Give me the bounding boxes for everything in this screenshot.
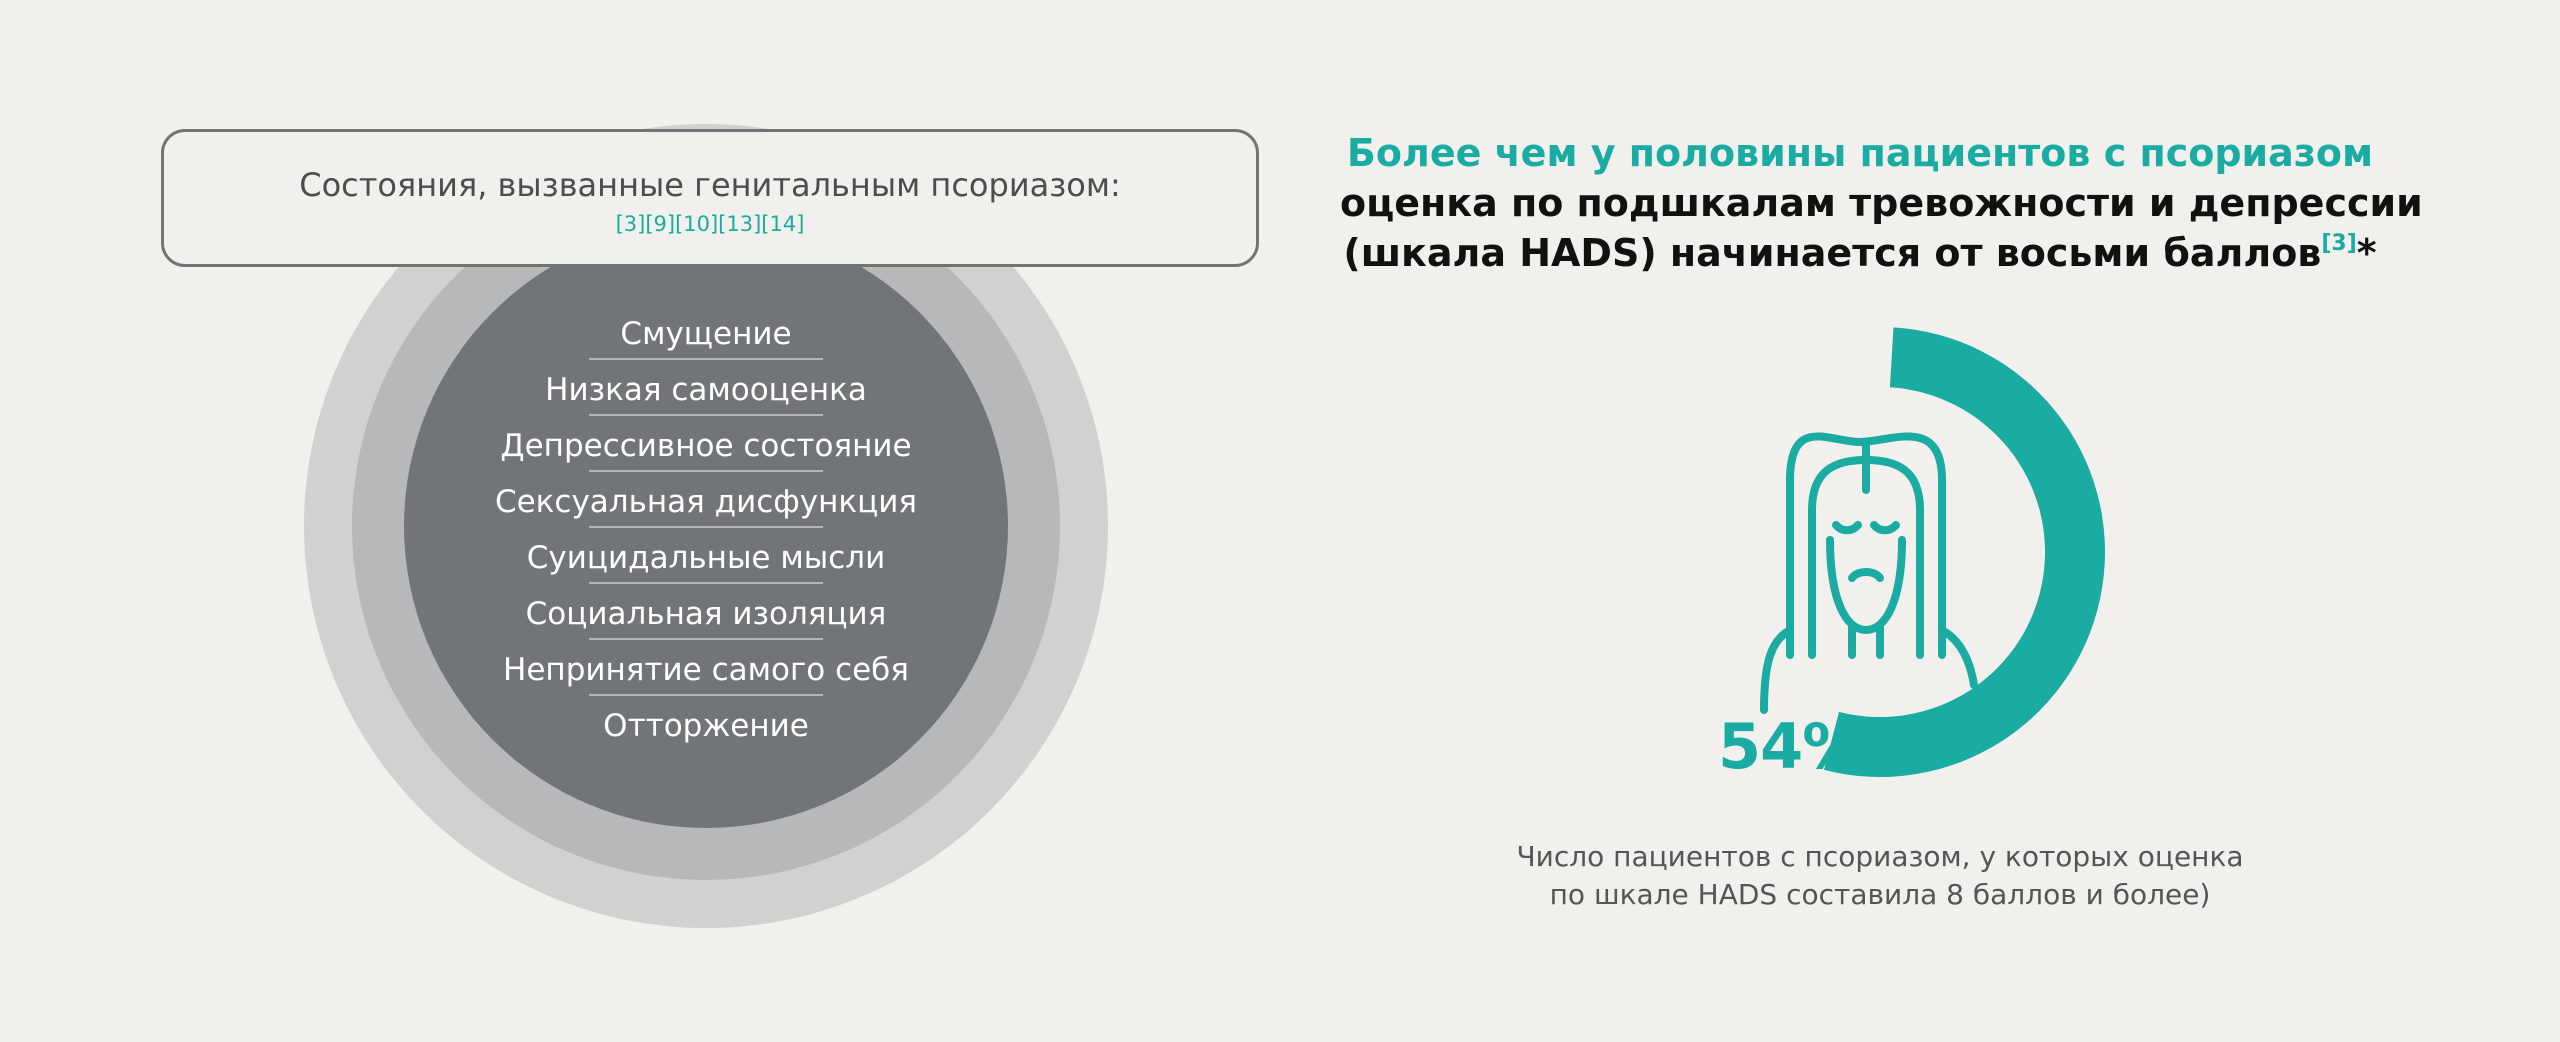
condition-item <box>456 359 956 415</box>
stat-caption <box>1480 838 2280 914</box>
condition-item <box>456 583 956 639</box>
caption-line-2: по шкале HADS составила 8 баллов и более) <box>1549 878 2211 911</box>
conditions-header-box <box>161 129 1259 267</box>
condition-item <box>456 415 956 471</box>
stat-percent: 54% <box>1718 710 1864 783</box>
condition-label: Низкая самооценка <box>545 372 867 408</box>
sad-woman-icon <box>1764 436 1974 710</box>
headline-line-3 <box>1340 228 2380 278</box>
caption-line-1: Число пациентов с псориазом, у которых оценка <box>1516 840 2244 873</box>
conditions-title: Состояния, вызванные генитальным псориазом: <box>299 166 1121 204</box>
condition-label: Отторжение <box>603 708 809 744</box>
headline-highlight: Более чем у половины пациентов с псориазом <box>1346 131 2374 175</box>
headline-asterisk: * <box>2356 231 2377 275</box>
condition-label: Социальная изоляция <box>525 596 887 632</box>
condition-item <box>456 695 956 751</box>
condition-item <box>456 527 956 583</box>
headline-line-2: оценка по подшкалам тревожности и депрессии <box>1340 181 2423 225</box>
condition-item <box>456 471 956 527</box>
condition-label: Смущение <box>620 316 792 352</box>
conditions-references[interactable]: [3][9][10][13][14] <box>615 212 805 236</box>
condition-label: Суицидальные мысли <box>526 540 886 576</box>
condition-label: Сексуальная дисфункция <box>494 484 918 520</box>
condition-label: Непринятие самого себя <box>503 652 909 688</box>
donut-arc <box>1824 327 2105 777</box>
condition-item <box>456 639 956 695</box>
condition-item <box>456 303 956 359</box>
headline-reference[interactable]: [3] <box>2321 231 2357 256</box>
headline-line-3-text: (шкала HADS) начинается от восьми баллов <box>1343 231 2322 275</box>
condition-label: Депрессивное состояние <box>500 428 912 464</box>
conditions-list <box>456 303 956 751</box>
headline <box>1340 128 2423 278</box>
